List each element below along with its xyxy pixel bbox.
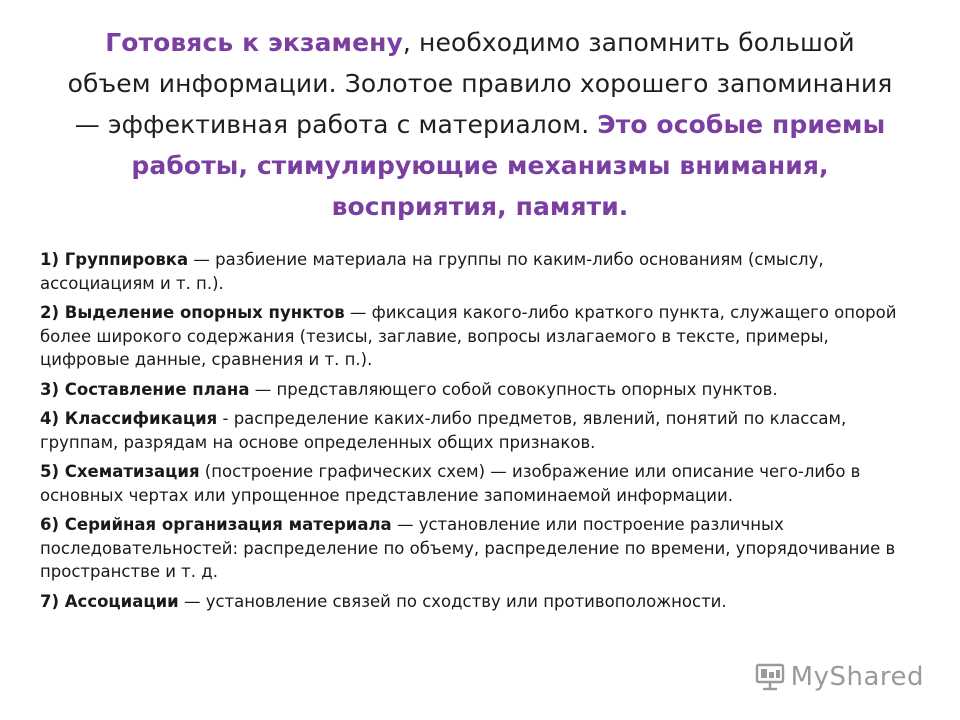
list-item [40, 248, 900, 295]
watermark-text: MyShared [790, 662, 924, 692]
list-item [40, 460, 900, 507]
item-desc: — установление или построение различных последовательностей: распределение по объему, распределение по времени, упорядочивание в пространстве и т. д. [40, 515, 896, 581]
item-term: 5) Схематизация [40, 462, 200, 481]
list-item [40, 301, 900, 372]
item-term: 4) Классификация [40, 409, 218, 428]
item-desc: - распределение каких-либо предметов, явлений, понятий по классам, группам, разрядам на основе определенных общих признаков. [40, 409, 847, 452]
slide-heading [60, 22, 900, 227]
item-term: 1) Группировка [40, 250, 189, 269]
item-term: 6) Серийная организация материала [40, 515, 392, 534]
heading-accent-end: Это особые приемы работы, стимулирующие механизмы внимания, восприятия, памяти. [131, 110, 886, 221]
list-item [40, 513, 900, 584]
item-desc: — фиксация какого-либо краткого пункта, служащего опорой более широкого содержания (тезисы, заглавие, вопросы излагаемого в тексте, примеры, цифровые данные, сравнения и т. п.). [40, 303, 897, 369]
item-desc: — установление связей по сходству или противоположности. [178, 591, 727, 611]
techniques-list [40, 248, 900, 619]
item-term: 3) Составление плана [40, 379, 250, 399]
list-item [40, 378, 900, 402]
presentation-board-icon [755, 663, 785, 691]
item-desc: — разбиение материала на группы по каким-либо основаниям (смыслу, ассоциациям и т. п.). [40, 250, 824, 293]
heading-accent-start: Готовясь к экзамену [105, 28, 403, 57]
item-desc: — представляющего собой совокупность опорных пунктов. [249, 379, 778, 399]
item-term: 7) Ассоциации [40, 591, 179, 611]
item-desc: (построение графических схем) — изображение или описание чего-либо в основных чертах или упрощенное представление запоминаемой информации. [40, 462, 861, 505]
heading-body: , необходимо запомнить большой объем информации. Золотое правило хорошего запоминания — эффективная работа с материалом. [67, 28, 893, 139]
item-term: 2) Выделение опорных пунктов [40, 303, 345, 322]
watermark[interactable] [755, 662, 924, 692]
list-item [40, 590, 900, 614]
list-item [40, 407, 900, 454]
